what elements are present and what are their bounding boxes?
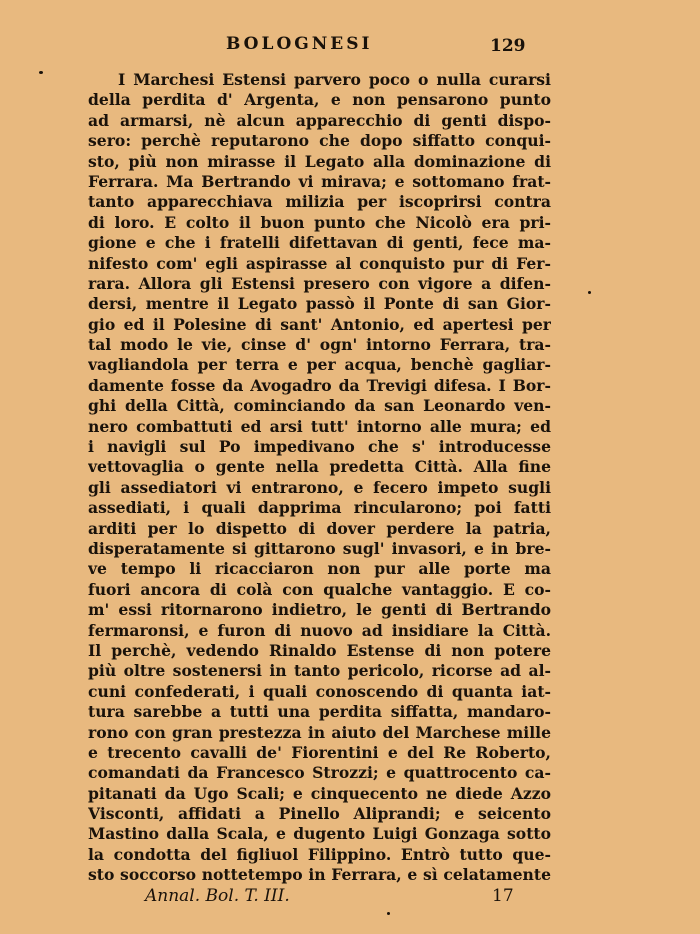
text-line: gio ed il Polesine di sant' Antonio, ed apertesi per: [88, 314, 551, 334]
text-line: Ferrara. Ma Bertrando vi mirava; e sottomano frat-: [88, 171, 551, 191]
text-line: nero combattuti ed arsi tutt' intorno alle mura; ed: [88, 416, 551, 436]
page-header: [0, 34, 700, 64]
sheet-number: 17: [492, 886, 514, 906]
text-line: tal modo le vie, cinse d' ogn' intorno Ferrara, tra-: [88, 335, 551, 355]
text-line: gione e che i fratelli difettavan di genti, fece ma-: [88, 233, 551, 253]
text-line: la condotta del figliuol Filippino. Entrò tutto que-: [88, 844, 551, 864]
body-text: [88, 70, 551, 886]
text-line: arditi per lo dispetto di dover perdere la patria,: [88, 518, 551, 538]
ink-speck: [588, 291, 591, 294]
text-line: più oltre sostenersi in tanto pericolo, ricorse ad al-: [88, 661, 551, 681]
text-line: ghi della Città, cominciando da san Leonardo ven-: [88, 396, 551, 416]
text-line: m' essi ritornarono indietro, le genti di Bertrando: [88, 600, 551, 620]
text-line: vettovaglia o gente nella predetta Città. Alla fine: [88, 457, 551, 477]
text-line: gli assediatori vi entrarono, e fecero impeto sugli: [88, 477, 551, 497]
text-line: ad armarsi, nè alcun apparecchio di genti dispo-: [88, 110, 551, 130]
text-line: damente fosse da Avogadro da Trevigi difesa. I Bor-: [88, 375, 551, 395]
ink-speck: [387, 912, 390, 915]
text-line: Visconti, affidati a Pinello Aliprandi; e seicento: [88, 804, 551, 824]
text-line: assediati, i quali dapprima rincularono; poi fatti: [88, 498, 551, 518]
text-line: dersi, mentre il Legato passò il Ponte di san Gior-: [88, 294, 551, 314]
text-line: fermaronsi, e furon di nuovo ad insidiare la Città.: [88, 620, 551, 640]
text-line: della perdita d' Argenta, e non pensarono punto: [88, 90, 551, 110]
text-line: rono con gran prestezza in aiuto del Marchese mille: [88, 722, 551, 742]
page-number: 129: [490, 36, 526, 56]
page-footer: [0, 886, 700, 912]
text-line: rara. Allora gli Estensi presero con vigore a difen-: [88, 273, 551, 293]
text-line: nifesto com' egli aspirasse al conquisto pur di Fer-: [88, 253, 551, 273]
text-line: Il perchè, vedendo Rinaldo Estense di non potere: [88, 640, 551, 660]
signature-mark: Annal. Bol. T. III.: [145, 886, 290, 906]
text-line: tanto apparecchiava milizia per iscoprirsi contra: [88, 192, 551, 212]
text-line: fuori ancora di colà con qualche vantaggio. E co-: [88, 579, 551, 599]
text-line: disperatamente si gittarono sugl' invasori, e in bre-: [88, 538, 551, 558]
text-line: sto, più non mirasse il Legato alla dominazione di: [88, 151, 551, 171]
text-line: comandati da Francesco Strozzi; e quattrocento ca-: [88, 763, 551, 783]
ink-speck: [39, 71, 43, 74]
text-line: sero: perchè reputarono che dopo siffatto conqui-: [88, 131, 551, 151]
running-head: BOLOGNESI: [226, 34, 373, 54]
text-line: vagliandola per terra e per acqua, benchè gagliar-: [88, 355, 551, 375]
text-line: tura sarebbe a tutti una perdita siffatta, mandaro-: [88, 702, 551, 722]
text-line: cuni confederati, i quali conoscendo di quanta iat-: [88, 681, 551, 701]
text-line: pitanati da Ugo Scali; e cinquecento ne diede Azzo: [88, 783, 551, 803]
text-line: ve tempo li ricacciaron non pur alle porte ma: [88, 559, 551, 579]
text-line: i navigli sul Po impedivano che s' introducesse: [88, 437, 551, 457]
text-line: I Marchesi Estensi parvero poco o nulla curarsi: [118, 70, 551, 89]
text-line: e trecento cavalli de' Fiorentini e del Re Roberto,: [88, 742, 551, 762]
text-line: di loro. E colto il buon punto che Nicolò era pri-: [88, 212, 551, 232]
text-line: sto soccorso nottetempo in Ferrara, e sì celatamente: [88, 865, 551, 885]
text-line: Mastino dalla Scala, e dugento Luigi Gonzaga sotto: [88, 824, 551, 844]
